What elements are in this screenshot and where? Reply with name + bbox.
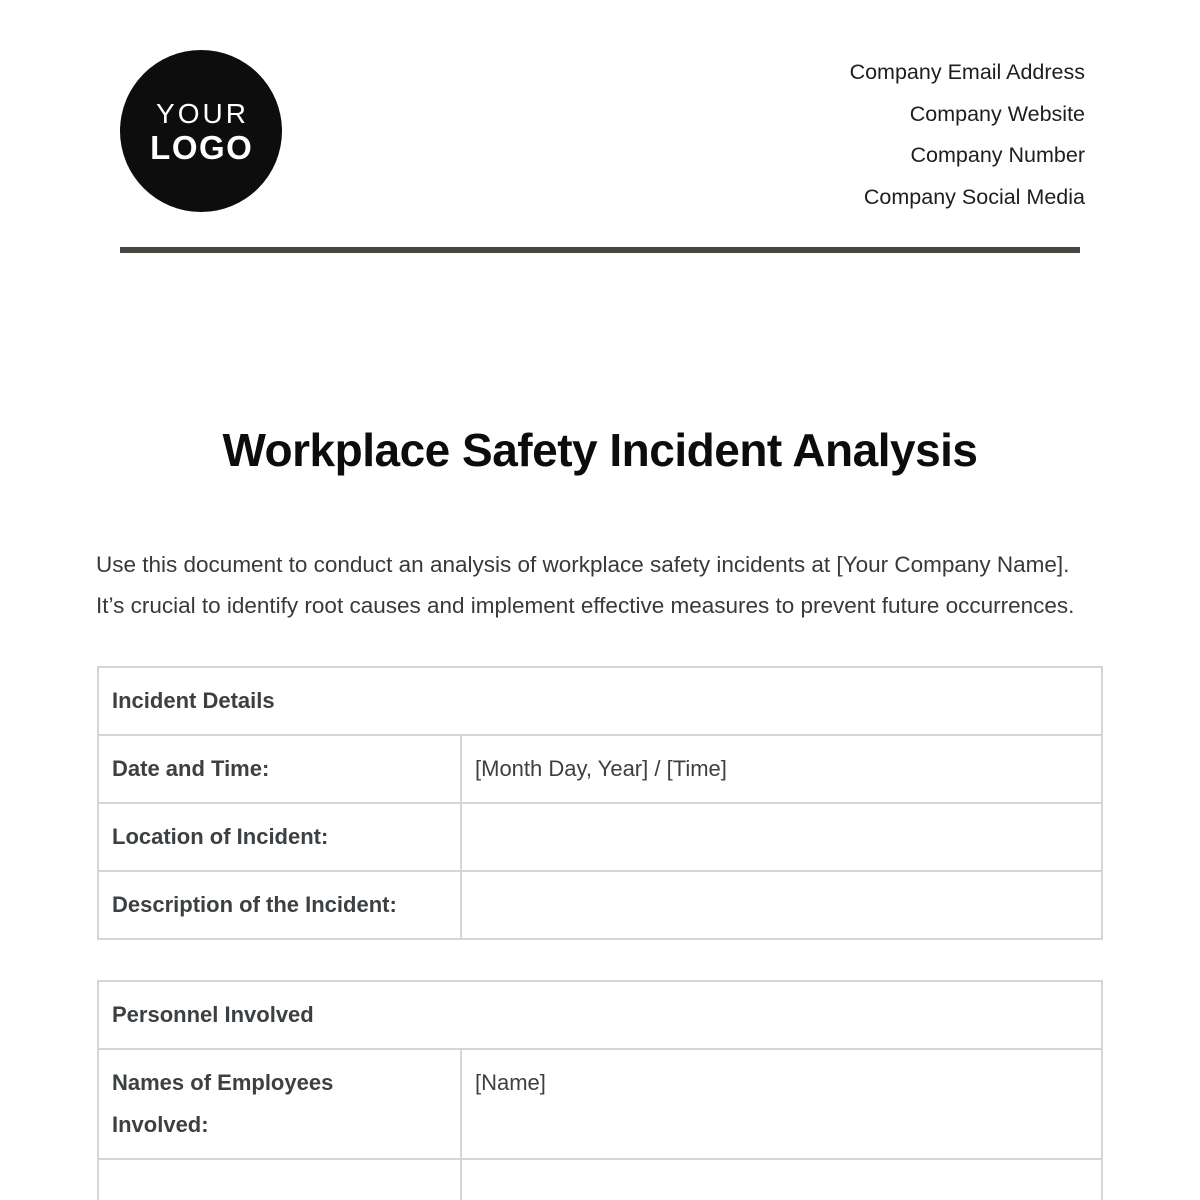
- date-time-label: Date and Time:: [98, 735, 461, 803]
- location-value[interactable]: [461, 803, 1102, 871]
- contact-line-email: Company Email Address: [849, 60, 1085, 84]
- personnel-involved-table: [97, 980, 1103, 1200]
- contact-line-social: Company Social Media: [863, 184, 1085, 209]
- date-time-value[interactable]: [Month Day, Year] / [Time]: [461, 735, 1102, 803]
- table-row: [98, 871, 1102, 939]
- table-section-header-row: [98, 981, 1102, 1049]
- employee-names-label-text: Names of Employees Involved:: [112, 1070, 334, 1137]
- personnel-involved-header: Personnel Involved: [98, 981, 1102, 1049]
- document-title: Workplace Safety Incident Analysis: [222, 424, 978, 476]
- contact-line-number: Company Number: [910, 143, 1085, 167]
- header-divider-rule: [120, 247, 1080, 253]
- table-row: [98, 803, 1102, 871]
- company-contact-info: [850, 50, 1085, 218]
- employee-names-label: [98, 1049, 461, 1159]
- location-label: Location of Incident:: [98, 803, 461, 871]
- incident-details-header: Incident Details: [98, 667, 1102, 735]
- table-row: [98, 735, 1102, 803]
- letterhead: [0, 0, 1200, 218]
- next-row-label: [98, 1159, 461, 1200]
- intro-paragraph: Use this document to conduct an analysis of workplace safety incidents at [Your Company Name]. It’s crucial to identify root causes and implement effective measures to prevent future occurrences.: [96, 552, 1075, 618]
- next-row-value[interactable]: [461, 1159, 1102, 1200]
- description-label: Description of the Incident:: [98, 871, 461, 939]
- table-row: [98, 1159, 1102, 1200]
- contact-line-website: Company Website: [909, 101, 1085, 126]
- employee-names-value[interactable]: [Name]: [461, 1049, 1102, 1159]
- logo-text-logo: LOGO: [150, 128, 254, 166]
- table-section-header-row: [98, 667, 1102, 735]
- logo-text-your: YOUR: [156, 97, 249, 129]
- incident-details-table: [97, 666, 1103, 940]
- company-logo: [120, 50, 282, 212]
- table-row: [98, 1049, 1102, 1159]
- description-value[interactable]: [461, 871, 1102, 939]
